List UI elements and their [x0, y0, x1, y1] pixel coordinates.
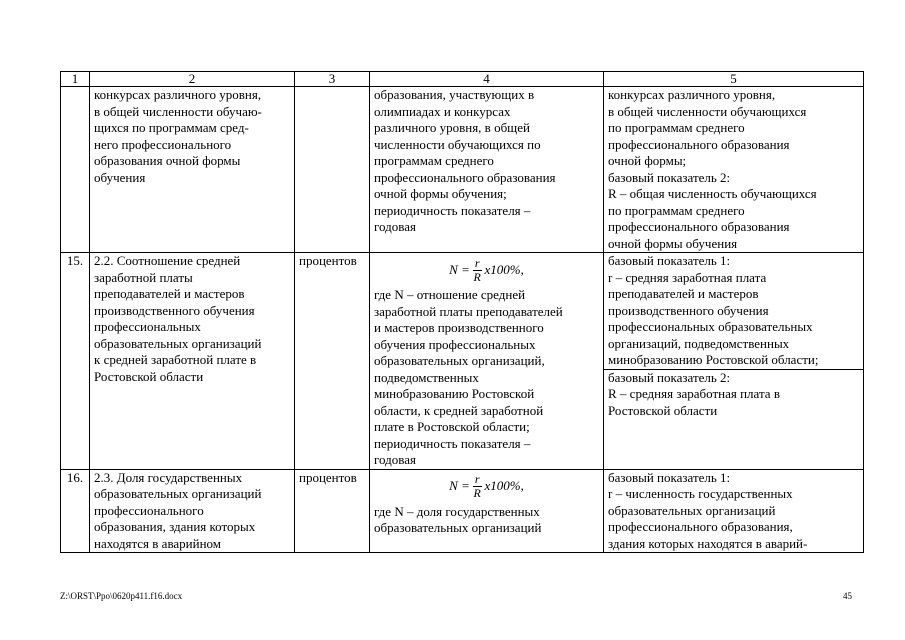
text-line: к средней заработной плате в [94, 352, 257, 367]
text-line: обучения профессиональных [374, 336, 536, 352]
text-line: профессионального образования [608, 219, 790, 234]
header-cell: 2 [90, 72, 295, 87]
text-line: численности обучающихся по [374, 136, 541, 152]
text-line: образовательных организаций [608, 502, 776, 518]
header-cell: 4 [370, 72, 604, 87]
text-line: области, к средней заработной [374, 402, 544, 418]
text-line: периодичность показателя – [374, 435, 531, 451]
text-line: различного уровня, в общей [374, 120, 530, 135]
text-line: преподавателей и мастеров [94, 286, 245, 301]
formula-denominator: R [473, 269, 481, 284]
formula-tail: , [520, 261, 524, 277]
formula-lhs: N = [449, 261, 470, 277]
text-line: профессионального образования [608, 136, 790, 152]
header-cell: 1 [61, 72, 90, 87]
text-line: образования, участвующих в [374, 87, 535, 102]
text-line: в общей численности обучаю- [94, 103, 262, 119]
text-line: базовый показатель 2: [608, 169, 731, 185]
indicator-table [60, 71, 864, 553]
formula-numerator: r [474, 472, 480, 486]
text-line: подведомственных [374, 369, 479, 385]
unit-cell [295, 87, 370, 253]
formula-numerator: r [474, 255, 480, 270]
formula-rhs: x100% [484, 478, 521, 494]
table-row [61, 87, 864, 253]
unit-cell: процентов [295, 469, 370, 553]
base-indicator-1 [608, 253, 859, 369]
base-indicators-cell [604, 253, 864, 470]
table-row [61, 253, 864, 470]
text-line: обучения [94, 169, 146, 185]
base-indicators-cell [604, 87, 864, 253]
method-text [374, 287, 599, 469]
text-line: образования очной формы [94, 153, 241, 168]
method-cell [370, 87, 604, 253]
text-line: профессионального образования [374, 169, 556, 185]
indicator-name-cell [90, 87, 295, 253]
text-line: очной формы обучения [608, 235, 738, 251]
text-line: R – средняя заработная плата в [608, 386, 780, 401]
text-line: конкурсах различного уровня, [608, 87, 776, 102]
formula-lhs: N = [449, 478, 470, 494]
text-line: R – общая численность обучающихся [608, 186, 817, 201]
text-line: профессионального образования, [608, 519, 793, 534]
formula-tail: , [520, 478, 524, 494]
text-line: 2.2. Соотношение средней [94, 253, 241, 268]
row-number-cell: 16. [61, 469, 90, 553]
base-indicators-cell [604, 469, 864, 553]
text-line: годовая [374, 452, 416, 467]
text-line: базовый показатель 2: [608, 369, 731, 385]
row-number-cell: 15. [61, 253, 90, 470]
text-line: заработной платы [94, 269, 193, 285]
text-line: плате в Ростовской области; [374, 419, 530, 434]
method-cell [370, 469, 604, 553]
text-line: организаций, подведомственных [608, 335, 790, 351]
indicator-name-cell [90, 469, 295, 553]
text-line: образования, здания которых [94, 519, 256, 534]
text-line: по программам среднего [608, 202, 745, 218]
text-line: конкурсах различного уровня, [94, 87, 262, 102]
text-line: образовательных организаций [94, 486, 262, 501]
text-line: в общей численности обучающихся [608, 103, 807, 119]
formula [374, 470, 599, 504]
text-line: годовая [374, 219, 416, 234]
header-cell: 3 [295, 72, 370, 87]
text-line: здания которых находятся в аварий- [608, 535, 808, 551]
text-line: производственного обучения [94, 302, 255, 318]
text-line: Ростовской области [608, 402, 718, 418]
text-line: заработной платы преподавателей [374, 303, 563, 319]
text-line: и мастеров производственного [374, 320, 544, 335]
text-line: профессионального [94, 502, 204, 518]
method-cell [370, 253, 604, 470]
text-line: Ростовской области [94, 368, 204, 384]
text-line: олимпиадах и конкурсах [374, 103, 511, 119]
unit-cell: процентов [295, 253, 370, 470]
row-number-cell [61, 87, 90, 253]
text-line: очной формы; [608, 153, 687, 168]
text-line: базовый показатель 1: [608, 469, 731, 485]
header-row [61, 72, 864, 87]
text-line: где N – отношение средней [374, 287, 526, 302]
text-line: производственного обучения [608, 302, 769, 318]
text-line: базовый показатель 1: [608, 253, 731, 268]
text-line: программам среднего [374, 153, 494, 168]
formula-rhs: x100% [484, 261, 521, 277]
text-line: по программам среднего [608, 120, 745, 135]
text-line: 2.3. Доля государственных [94, 469, 243, 485]
text-line: где N – доля государственных [374, 503, 540, 519]
text-line: преподавателей и мастеров [608, 286, 759, 301]
base-indicator-2 [608, 370, 859, 420]
text-line: периодичность показателя – [374, 202, 531, 218]
text-line: профессиональных [94, 319, 201, 334]
formula-denominator: R [473, 486, 481, 500]
text-line: r – средняя заработная плата [608, 269, 767, 285]
text-line: минобразованию Ростовской области; [608, 352, 819, 367]
text-line: него профессионального [94, 136, 232, 152]
footer-file-path: Z:\ORST\Ppo\0620p411.f16.docx [60, 591, 183, 601]
text-line: минобразованию Ростовской [374, 386, 535, 401]
text-line: находятся в аварийном [94, 535, 222, 551]
text-line: r – численность государственных [608, 486, 793, 501]
header-cell: 5 [604, 72, 864, 87]
method-text [374, 504, 599, 537]
formula [374, 253, 599, 287]
text-line: щихся по программам сред- [94, 120, 249, 135]
text-line: очной формы обучения; [374, 186, 507, 201]
text-line: образовательных организаций [94, 335, 262, 351]
indicator-name-cell [90, 253, 295, 470]
text-line: образовательных организаций, [374, 353, 545, 368]
text-line: образовательных организаций [374, 520, 542, 535]
formula-fraction [473, 257, 482, 284]
table-row [61, 469, 864, 553]
text-line: профессиональных образовательных [608, 319, 813, 334]
footer-page-number: 45 [843, 591, 852, 601]
formula-fraction [473, 473, 482, 500]
